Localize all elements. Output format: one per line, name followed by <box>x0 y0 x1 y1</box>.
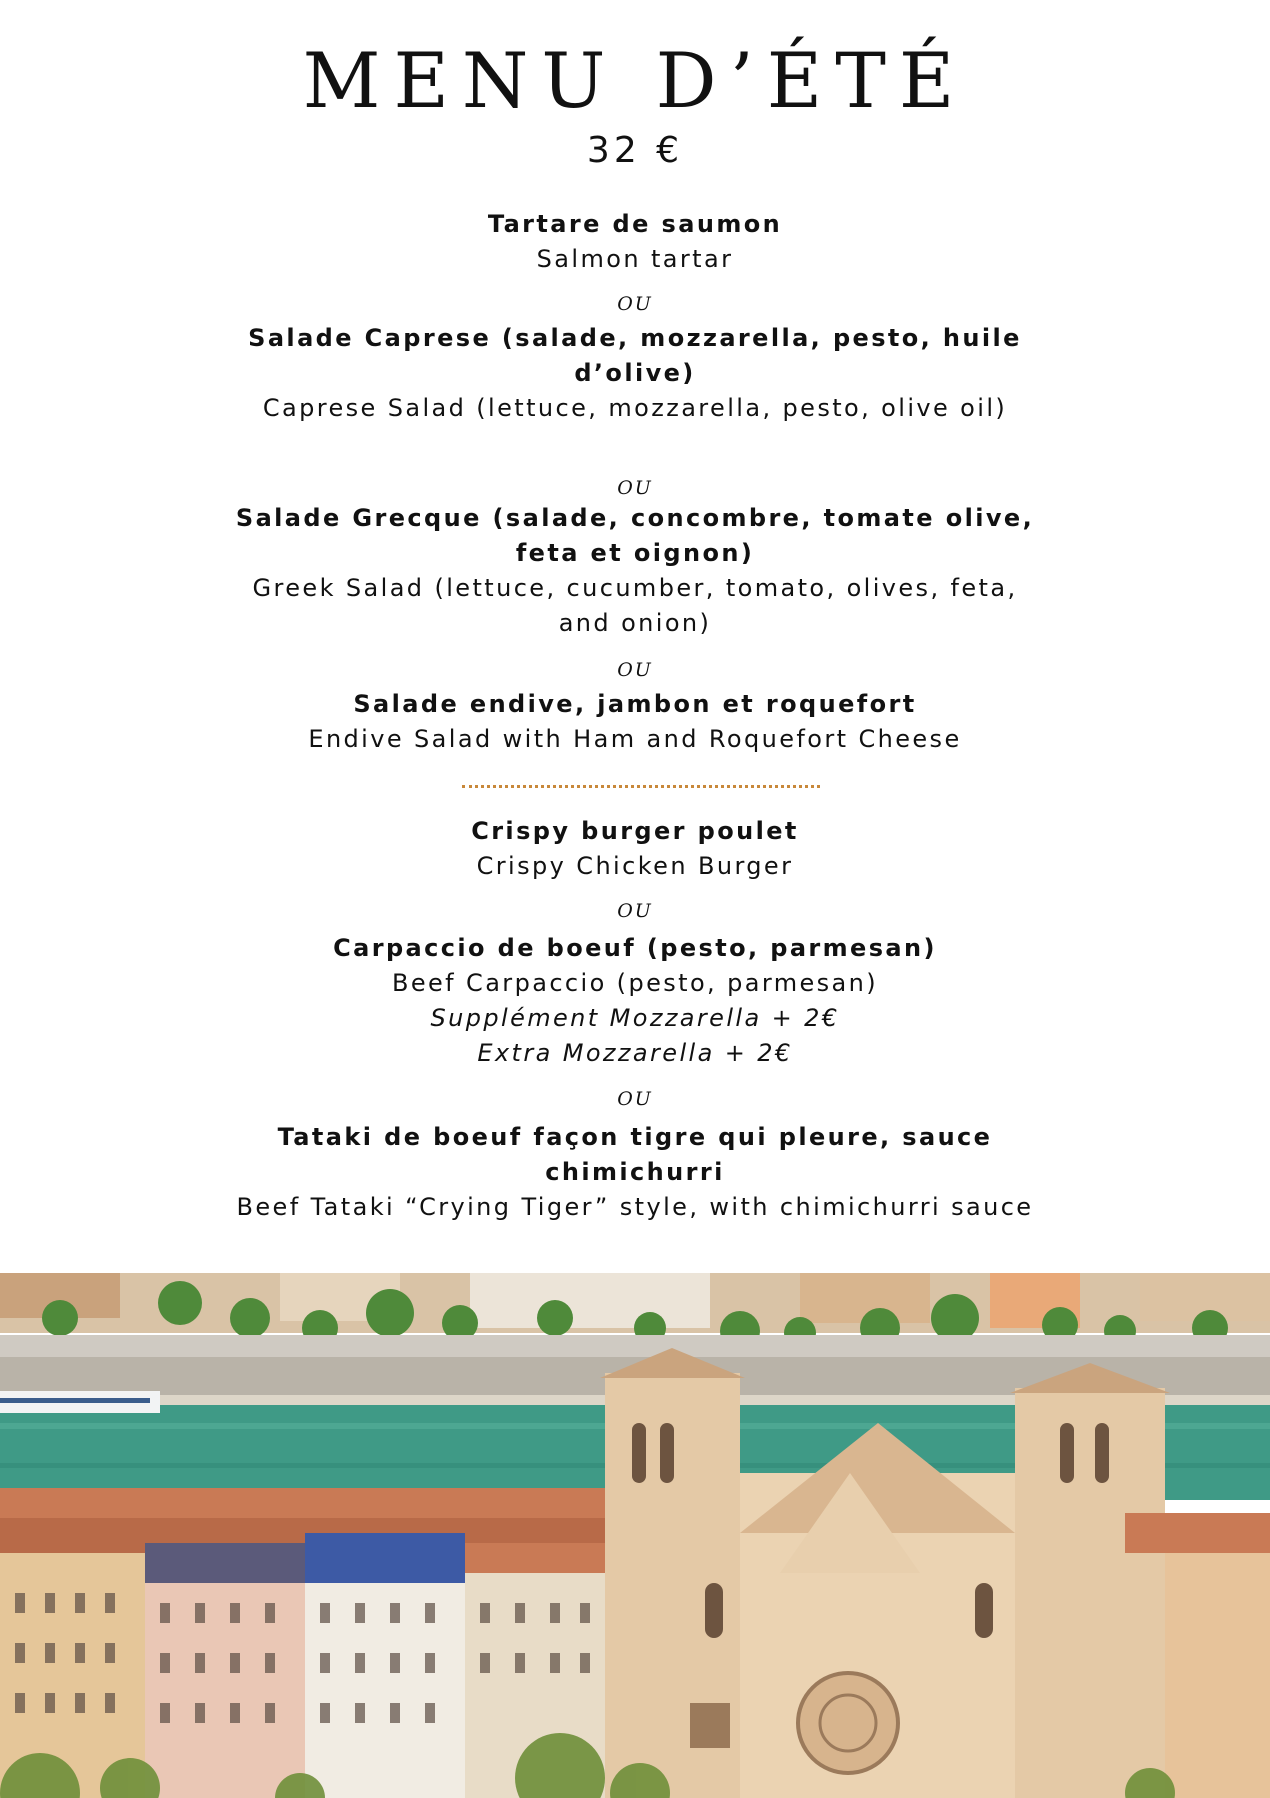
dish-name-en: Caprese Salad (lettuce, mozzarella, pesto, olive oil) <box>262 394 1008 422</box>
starter-item <box>235 687 1035 757</box>
dish-name-en: Beef Carpaccio (pesto, parmesan) <box>391 969 879 997</box>
or-separator: OU <box>617 1088 653 1110</box>
dish-name-fr: Tataki de boeuf façon tigre qui pleure, sauce chimichurri <box>277 1123 993 1186</box>
dish-name-en: Crispy Chicken Burger <box>476 852 794 880</box>
starter-item <box>235 207 1035 277</box>
dish-name-en: Beef Tataki “Crying Tiger” style, with chimichurri sauce <box>236 1193 1034 1221</box>
cityscape-illustration <box>0 1273 1270 1798</box>
dish-name-fr: Salade Caprese (salade, mozzarella, pesto, huile d’olive) <box>248 324 1022 387</box>
dish-name-en: Greek Salad (lettuce, cucumber, tomato, olives, feta, and onion) <box>252 574 1018 637</box>
menu-price: 32 € <box>586 130 684 171</box>
or-separator: OU <box>617 293 653 315</box>
supplement-fr: Supplément Mozzarella + 2€ <box>430 1004 840 1032</box>
dish-name-fr: Crispy burger poulet <box>471 817 799 845</box>
menu-title: MENU D’ÉTÉ <box>302 36 968 125</box>
starter-item <box>235 501 1035 641</box>
section-divider <box>462 785 820 788</box>
starter-item <box>235 321 1035 426</box>
main-item <box>235 1120 1035 1225</box>
or-separator: OU <box>617 659 653 681</box>
dish-name-fr: Salade endive, jambon et roquefort <box>353 690 917 718</box>
dish-name-en: Salmon tartar <box>536 245 734 273</box>
supplement-en: Extra Mozzarella + 2€ <box>477 1039 793 1067</box>
dish-name-en: Endive Salad with Ham and Roquefort Cheese <box>308 725 962 753</box>
dish-name-fr: Tartare de saumon <box>487 210 783 238</box>
dish-name-fr: Carpaccio de boeuf (pesto, parmesan) <box>333 934 937 962</box>
main-item <box>235 814 1035 884</box>
lyon-cityscape-photo <box>0 1273 1270 1798</box>
or-separator: OU <box>617 477 653 499</box>
dish-name-fr: Salade Grecque (salade, concombre, tomate olive, feta et oignon) <box>235 504 1035 567</box>
main-item <box>235 931 1035 1071</box>
or-separator: OU <box>617 900 653 922</box>
